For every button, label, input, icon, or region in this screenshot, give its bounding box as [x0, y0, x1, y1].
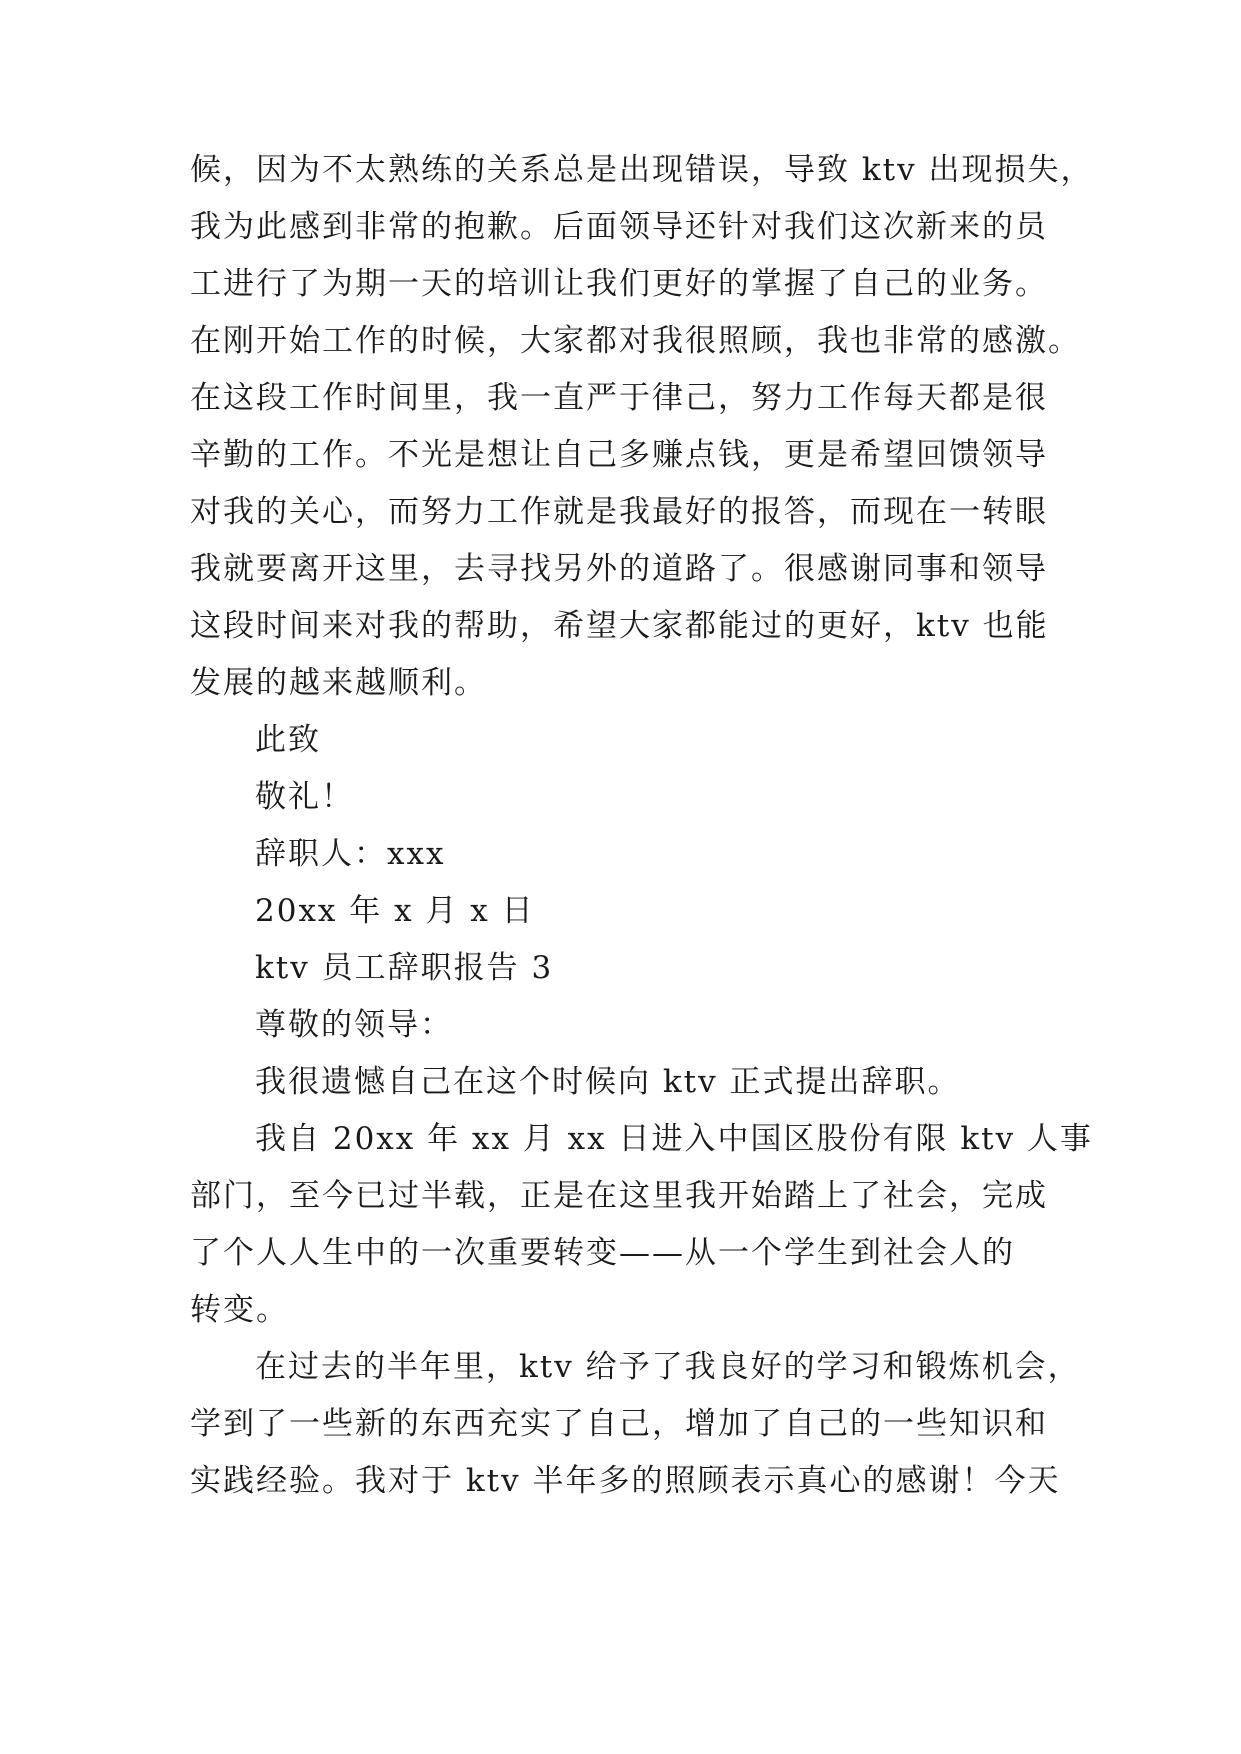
body-text-line: 我为此感到非常的抱歉。后面领导还针对我们这次新来的员: [190, 209, 1048, 245]
body-text-line: 在这段工作时间里，我一直严于律己，努力工作每天都是很: [190, 380, 1048, 416]
body-text-line: 候，因为不太熟练的关系总是出现错误，导致 ktv 出现损失，: [190, 152, 1094, 188]
date-line: 20xx 年 x 月 x 日: [255, 893, 535, 929]
body-text-line: 部门，至今已过半载，正是在这里我开始踏上了社会，完成: [190, 1178, 1048, 1214]
body-text-line: 发展的越来越顺利。: [190, 665, 487, 701]
body-text-line: 转变。: [190, 1292, 289, 1328]
body-text-line: 在过去的半年里，ktv 给予了我良好的学习和锻炼机会，: [255, 1349, 1081, 1385]
body-text-line: 这段时间来对我的帮助，希望大家都能过的更好，ktv 也能: [190, 608, 1049, 644]
body-text-line: 实践经验。我对于 ktv 半年多的照顾表示真心的感谢！今天: [190, 1463, 1061, 1499]
body-text-line: 了个人人生中的一次重要转变——从一个学生到社会人的: [190, 1235, 1015, 1271]
body-text-line: 我就要离开这里，去寻找另外的道路了。很感谢同事和领导: [190, 551, 1048, 587]
greeting-line: 尊敬的领导：: [255, 1007, 453, 1043]
body-text-line: 对我的关心，而努力工作就是我最好的报答，而现在一转眼: [190, 494, 1048, 530]
body-text-line: 辛勤的工作。不光是想让自己多赚点钱，更是希望回馈领导: [190, 437, 1048, 473]
section-heading: ktv 员工辞职报告 3: [255, 950, 554, 986]
signatory-line: 辞职人：xxx: [255, 836, 446, 872]
body-text-line: 我很遗憾自己在这个时候向 ktv 正式提出辞职。: [255, 1064, 961, 1100]
closing-regards: 敬礼！: [255, 779, 354, 815]
body-text-line: 学到了一些新的东西充实了自己，增加了自己的一些知识和: [190, 1406, 1048, 1442]
body-text-line: 我自 20xx 年 xx 月 xx 日进入中国区股份有限 ktv 人事: [255, 1121, 1093, 1157]
body-text-line: 工进行了为期一天的培训让我们更好的掌握了自己的业务。: [190, 266, 1048, 302]
closing-salutation: 此致: [255, 722, 321, 758]
body-text-line: 在刚开始工作的时候，大家都对我很照顾，我也非常的感激。: [190, 323, 1081, 359]
